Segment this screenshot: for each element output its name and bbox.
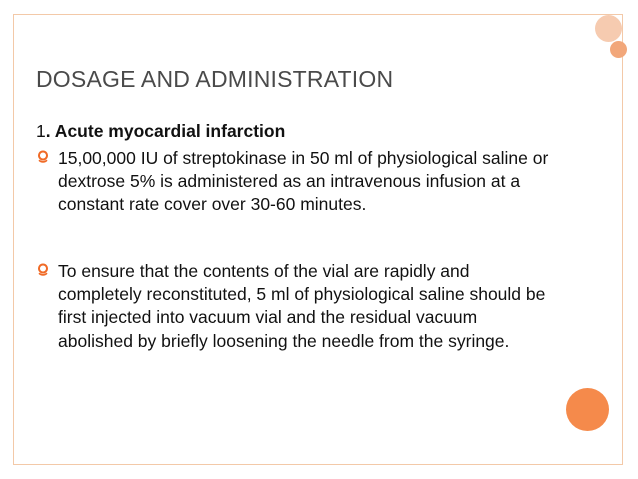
section-number: 1 [36,121,46,141]
slide-title: DOSAGE AND ADMINISTRATION [36,66,394,92]
section-heading-text: . Acute myocardial infarction [45,121,286,141]
bullet-icon [36,260,50,283]
decorative-circle-bottom [566,388,609,431]
bullet-icon [36,147,50,170]
decorative-circle-small-top [610,41,627,58]
decorative-circle-large-top [595,15,622,42]
bullet-item [36,260,556,353]
bullet-text: To ensure that the contents of the vial are rapidly and completely reconstituted, 5 ml of physiological saline should be first injected into vacuum vial and the residual vacuum abolished by briefly loosening the needle from the syringe. [58,261,546,351]
bullet-item [36,147,556,217]
bullet-text: 15,00,000 IU of streptokinase in 50 ml of physiological saline or dextrose 5% is administered as an intravenous infusion at a constant rate cover over 30-60 minutes. [58,148,549,215]
section-heading [36,121,285,142]
